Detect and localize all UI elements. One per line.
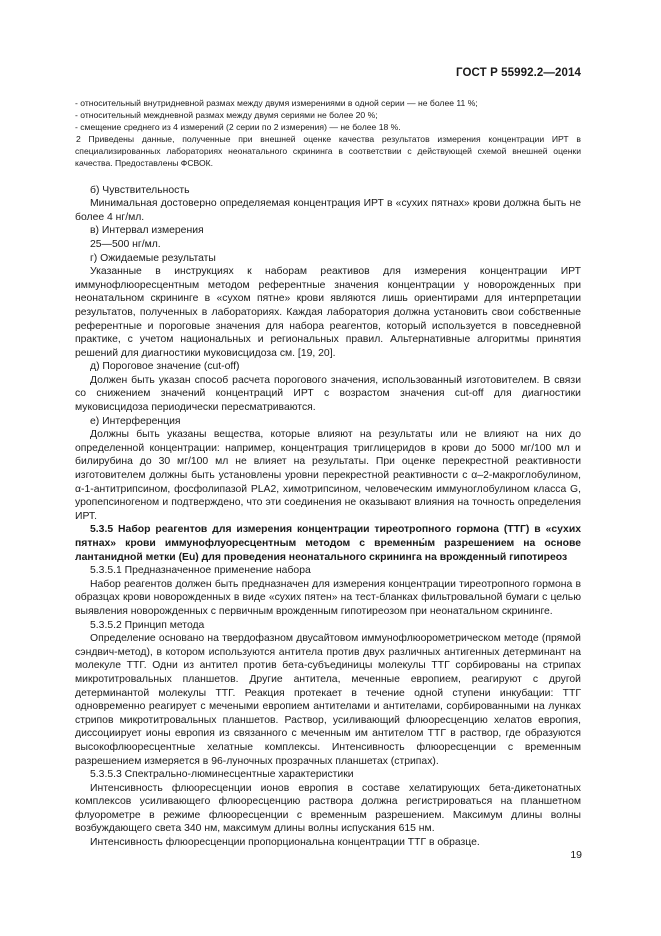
note-line: - относительный внутридневной размах между двумя измерениями в одной серии — не более 11 %; xyxy=(75,98,478,108)
note-paragraph: 2 Приведены данные, полученные при внешней оценке качества результатов измерения концентрации ИРТ в специализированных лабораториях неонатального скрининга в соответствии с действующей схемой внешней оценки качества. Предоставлены ФСВОК. xyxy=(75,134,581,169)
subsection-title: 5.3.5.1 Предназначенное применение набора xyxy=(90,565,311,577)
note-line: - относительный междневной размах между двумя сериями не более 20 %; xyxy=(75,110,378,121)
paragraph: Определение основано на твердофазном двусайтовом иммунофлюорометрическом методе (прямой сэндвич-метод), в котором используются антитела против двух различных антигенных детерминант на молекуле ТТГ. Одни из антител против бета-субъединицы молекулы ТТГ сорбированы на стрипах микротитровальных планшетов. Другие антитела, меченные европием, реагируют с другой детерминантой молекулы ТТГ. Реакция протекает в течение одной ступени инкубации: ТТГ одновременно реагирует с мечеными европием антителами и антителами, сорбированными на лунках стрипов микротитровальных планшетов. Раствор, усиливающий флюоресценцию хелатов европия, диссоциирует ионы европия из связанного с меченным им антителом ТТГ в раствор, где образуются высокофлюоресцентные хелатные комплексы. Интенсивность флюоресценции с временным разрешением измеряется в 96-луночных прозрачных планшетах (стрипах). xyxy=(75,633,581,767)
subsection-title: 5.3.5.2 Принцип метода xyxy=(90,619,205,631)
paragraph: Интенсивность флюоресценции ионов европия в составе хелатирующих бета-дикетонатных комплексов усиливающего флюоресценцию раствора должна регистрироваться на планшетном флуорометре в режиме флюоресценции с временным разрешением. Максимум длины волны возбуждающего света 340 нм, максимум длины волны испускания 615 нм. xyxy=(75,782,581,835)
subsection-title: 5.3.5.3 Спектрально-люминесцентные характеристики xyxy=(90,769,354,781)
paragraph: г) Ожидаемые результаты xyxy=(90,252,216,264)
page-number: 19 xyxy=(570,849,582,861)
note-line: - смещение среднего из 4 измерений (2 серии по 2 измерения) — не более 18 %. xyxy=(75,122,401,133)
paragraph: 25—500 нг/мл. xyxy=(90,238,161,250)
paragraph: Указанные в инструкциях к наборам реактивов для измерения концентрации ИРТ иммунофлюоресцентным методом референтные значения концентрации у новорожденных при неонатальном скрининге в «сухом пятне» крови являются лишь ориентирами для интерпретации результатов, полученных в лабораториях. Каждая лаборатория должна установить свои собственные референтные и пороговые значения для набора реагентов, который используется в повседневной практике, с учетом национальных и региональных правил. Альтернативные алгоритмы принятия решений для диагностики муковисцидоза см. [19, 20]. xyxy=(75,266,581,359)
paragraph: Минимальная достоверно определяемая концентрация ИРТ в «сухих пятнах» крови должна быть не более 4 нг/мл. xyxy=(75,198,581,223)
page-body xyxy=(75,97,581,850)
paragraph: Интенсивность флюоресценции пропорциональна концентрации ТТГ в образце. xyxy=(90,837,480,849)
paragraph: д) Пороговое значение (cut-off) xyxy=(90,361,240,373)
section-heading: 5.3.5 Набор реагентов для измерения концентрации тиреотропного гормона (ТТГ) в «сухих пятнах» крови иммунофлуоресцентным методом с временны́м разрешением на основе лантанидной метки (Eu) для проведения неонатального скрининга на врожденный гипотиреоз xyxy=(75,524,581,563)
paragraph: е) Интерференция xyxy=(90,415,181,427)
document-header-id: ГОСТ Р 55992.2—2014 xyxy=(456,67,581,79)
paragraph: в) Интервал измерения xyxy=(90,225,204,237)
paragraph: б) Чувствительность xyxy=(90,184,190,196)
table-note xyxy=(75,97,581,170)
paragraph: Должен быть указан способ расчета порогового значения, использованный изготовителем. В связи со снижением значений концентраций ИРТ с возрастом значения cut-off для диагностики муковисцидоза периодически пересматриваются. xyxy=(75,374,581,414)
main-text xyxy=(75,184,581,850)
paragraph: Набор реагентов должен быть предназначен для измерения концентрации тиреотропного гормона в образцах крови новорожденных в виде «сухих пятен» на тест-бланках фильтровальной бумаги с целью выявления новорожденных с первичным врожденным гипотиреозом при неонатальном скрининге. xyxy=(75,578,581,617)
paragraph: Должны быть указаны вещества, которые влияют на результаты или не влияют на них до определенной концентрации: например, концентрация триглицеридов в крови до 5000 мг/100 мл и билирубина до 30 мг/100 мл не влияет на результаты. При оценке перекрестной реактивности изготовителем должны быть установлены уровни перекрестной реактивности с α–2-макроглобулином, α-1-антитрипсином, фосфолипазой PLA2, химотрипсином, человеческим иммуноглобулином класса G, уропепсиногеном и подтверждено, что эти соединения не оказывают влияния на точность определения ИРТ. xyxy=(75,429,581,522)
